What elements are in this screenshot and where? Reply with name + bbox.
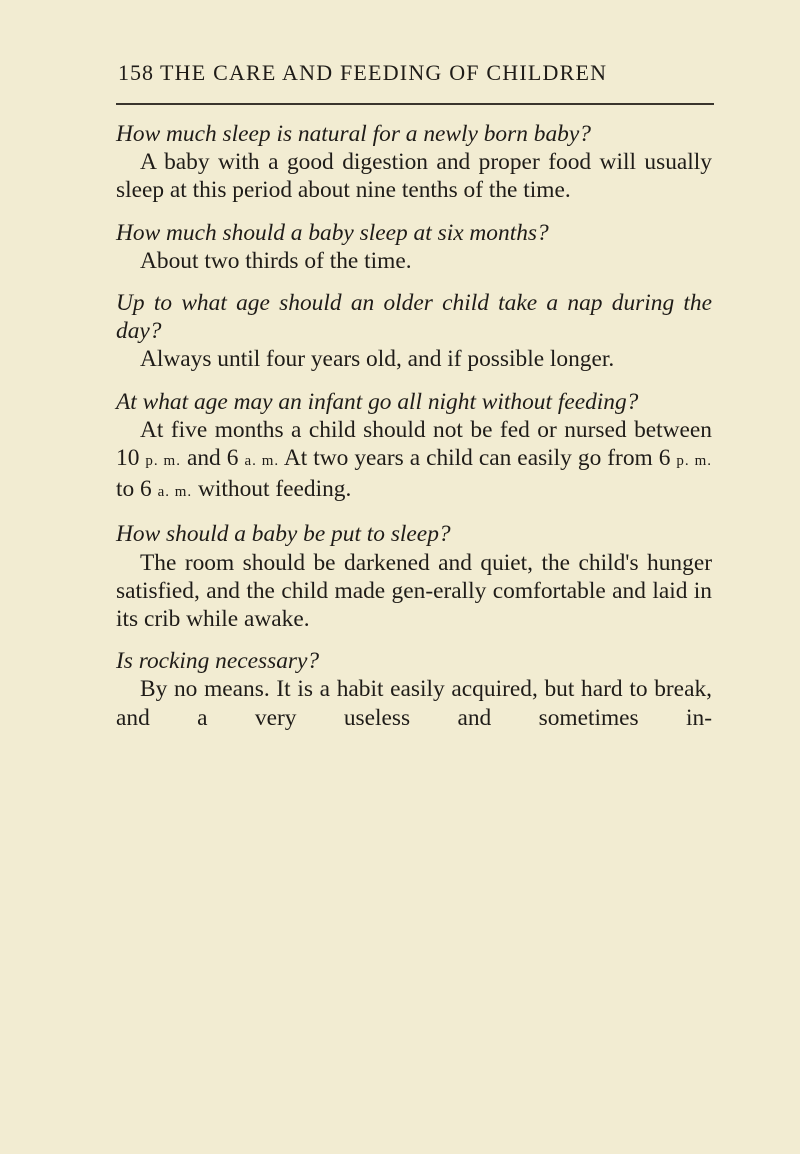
- question-text: How much sleep is natural for a newly born baby?: [116, 121, 591, 147]
- answer-segment: At five months a child should not be fed or nursed between 10: [116, 416, 712, 472]
- answer-text: By no means. It is a habit easily acquired, but hard to break, and a very useless and sometimes in-: [116, 676, 712, 731]
- header-rule: [116, 103, 714, 105]
- answer-text: Always until four years old, and if possible longer.: [140, 346, 615, 373]
- qa-item: [116, 219, 712, 275]
- time-abbreviation: a. m.: [244, 453, 280, 470]
- answer-text: The room should be darkened and quiet, the child's hunger satisfied, and the child made gen-erally comfortable and laid in its crib while awake.: [116, 549, 712, 633]
- qa-item: [116, 520, 712, 633]
- answer-segment: At two years a child can easily go from 6: [279, 445, 677, 472]
- page-content: [116, 120, 712, 746]
- answer-text: About two thirds of the time.: [140, 247, 412, 274]
- qa-item: [116, 647, 712, 732]
- question-text: How much should a baby sleep at six months?: [116, 219, 549, 246]
- qa-item: [116, 289, 712, 374]
- time-abbreviation: p. m.: [676, 453, 712, 470]
- time-abbreviation: p. m.: [145, 453, 181, 470]
- answer-segment: and 6: [180, 445, 245, 472]
- question-text: How should a baby be put to sleep?: [116, 521, 451, 548]
- time-abbreviation: a. m.: [157, 484, 193, 501]
- question-text: Up to what age should an older child take a nap during the day?: [116, 290, 712, 345]
- page-number: 158: [118, 60, 154, 85]
- answer-segment: without feeding.: [192, 476, 352, 503]
- running-head: [118, 60, 718, 90]
- answer-text: A baby with a good digestion and proper food will usually sleep at this period about nine tenths of the time.: [116, 149, 712, 204]
- answer-segment: to 6: [116, 476, 158, 503]
- answer-text: [116, 416, 712, 507]
- running-title: THE CARE AND FEEDING OF CHILDREN: [160, 60, 608, 85]
- qa-item: [116, 388, 712, 507]
- qa-item: [116, 120, 712, 205]
- question-text: Is rocking necessary?: [116, 648, 320, 675]
- question-text: At what age may an infant go all night without feeding?: [116, 388, 639, 415]
